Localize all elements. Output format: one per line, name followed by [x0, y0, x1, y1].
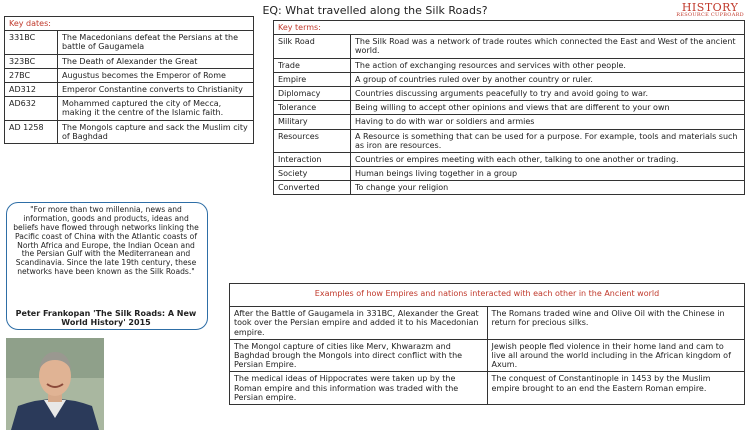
- quote-text: "For more than two millennia, news and information, goods and products, ideas and beliefs have flowed through networks linking the Pacific coast of China with the Atlantic coasts of North Africa and Europe, the Indian Ocean and the Persian Gulf with the Mediterranean and Scandinavia. Since the late 19th century, these networks have been known as the Silk Roads.": [13, 205, 199, 277]
- date-cell: AD 1258: [5, 120, 58, 143]
- table-row: [274, 181, 745, 195]
- definition-cell: Having to do with war or soldiers and armies: [351, 115, 745, 129]
- quote-author: Peter Frankopan 'The Silk Roads: A New World History' 2015: [15, 309, 197, 328]
- table-row: [230, 339, 745, 372]
- table-row: [5, 82, 254, 96]
- examples-heading: Examples of how Empires and nations interacted with each other in the Ancient world: [230, 284, 745, 307]
- example-cell: The Mongol capture of cities like Merv, Khwarazm and Baghdad brough the Mongols into direct conflict with the Persian Empire.: [230, 339, 488, 372]
- term-cell: Resources: [274, 129, 351, 152]
- definition-cell: The Silk Road was a network of trade routes which connected the East and West of the ancient world.: [351, 35, 745, 58]
- table-row: [5, 68, 254, 82]
- definition-cell: The action of exchanging resources and services with other people.: [351, 58, 745, 72]
- key-dates-table: [4, 16, 254, 144]
- key-dates-heading: Key dates:: [5, 17, 254, 31]
- event-cell: Augustus becomes the Emperor of Rome: [58, 68, 254, 82]
- table-row: [5, 120, 254, 143]
- definition-cell: A Resource is something that can be used for a purpose. For example, tools and materials such as iron are resources.: [351, 129, 745, 152]
- example-cell: After the Battle of Gaugamela in 331BC, Alexander the Great took over the Persian empire and added it to his Macedonian empire.: [230, 307, 488, 340]
- key-terms-heading: Key terms:: [274, 21, 745, 35]
- table-row: [230, 372, 745, 405]
- date-cell: 331BC: [5, 31, 58, 54]
- term-cell: Empire: [274, 72, 351, 86]
- definition-cell: Human beings living together in a group: [351, 167, 745, 181]
- term-cell: Interaction: [274, 152, 351, 166]
- table-row: [274, 35, 745, 58]
- page-title: EQ: What travelled along the Silk Roads?: [262, 4, 488, 17]
- date-cell: AD632: [5, 97, 58, 120]
- event-cell: Mohammed captured the city of Mecca, making it the centre of the Islamic faith.: [58, 97, 254, 120]
- table-row: [5, 54, 254, 68]
- examples-table: [229, 283, 745, 405]
- definition-cell: Being willing to accept other opinions and views that are different to your own: [351, 101, 745, 115]
- definition-cell: Countries or empires meeting with each other, talking to one another or trading.: [351, 152, 745, 166]
- event-cell: Emperor Constantine converts to Christianity: [58, 82, 254, 96]
- term-cell: Society: [274, 167, 351, 181]
- example-cell: The Romans traded wine and Olive Oil with the Chinese in return for precious silks.: [487, 307, 745, 340]
- logo-line2: RESOURCE CUPBOARD: [676, 12, 744, 18]
- event-cell: The Mongols capture and sack the Muslim city of Baghdad: [58, 120, 254, 143]
- example-cell: Jewish people fled violence in their home land and cam to live all around the world including in the African kingdom of Axum.: [487, 339, 745, 372]
- author-photo: [6, 338, 104, 430]
- table-row: [5, 31, 254, 54]
- logo-line1: HISTORY: [681, 1, 739, 14]
- table-row: [274, 101, 745, 115]
- term-cell: Trade: [274, 58, 351, 72]
- date-cell: AD312: [5, 82, 58, 96]
- table-row: [274, 152, 745, 166]
- table-row: [274, 86, 745, 100]
- table-row: [5, 97, 254, 120]
- event-cell: The Macedonians defeat the Persians at the battle of Gaugamela: [58, 31, 254, 54]
- definition-cell: A group of countries ruled over by another country or ruler.: [351, 72, 745, 86]
- term-cell: Military: [274, 115, 351, 129]
- table-row: [274, 72, 745, 86]
- definition-cell: To change your religion: [351, 181, 745, 195]
- key-terms-table: [273, 20, 745, 195]
- example-cell: The conquest of Constantinople in 1453 by the Muslim empire brought to an end the Eastern Roman empire.: [487, 372, 745, 405]
- term-cell: Diplomacy: [274, 86, 351, 100]
- history-logo: [676, 2, 744, 18]
- table-row: [274, 167, 745, 181]
- table-row: [274, 58, 745, 72]
- date-cell: 323BC: [5, 54, 58, 68]
- event-cell: The Death of Alexander the Great: [58, 54, 254, 68]
- date-cell: 27BC: [5, 68, 58, 82]
- term-cell: Converted: [274, 181, 351, 195]
- term-cell: Tolerance: [274, 101, 351, 115]
- table-row: [230, 307, 745, 340]
- term-cell: Silk Road: [274, 35, 351, 58]
- example-cell: The medical ideas of Hippocrates were taken up by the Roman empire and this information was traded with the Persian empire.: [230, 372, 488, 405]
- table-row: [274, 115, 745, 129]
- table-row: [274, 129, 745, 152]
- definition-cell: Countries discussing arguments peacefully to try and avoid going to war.: [351, 86, 745, 100]
